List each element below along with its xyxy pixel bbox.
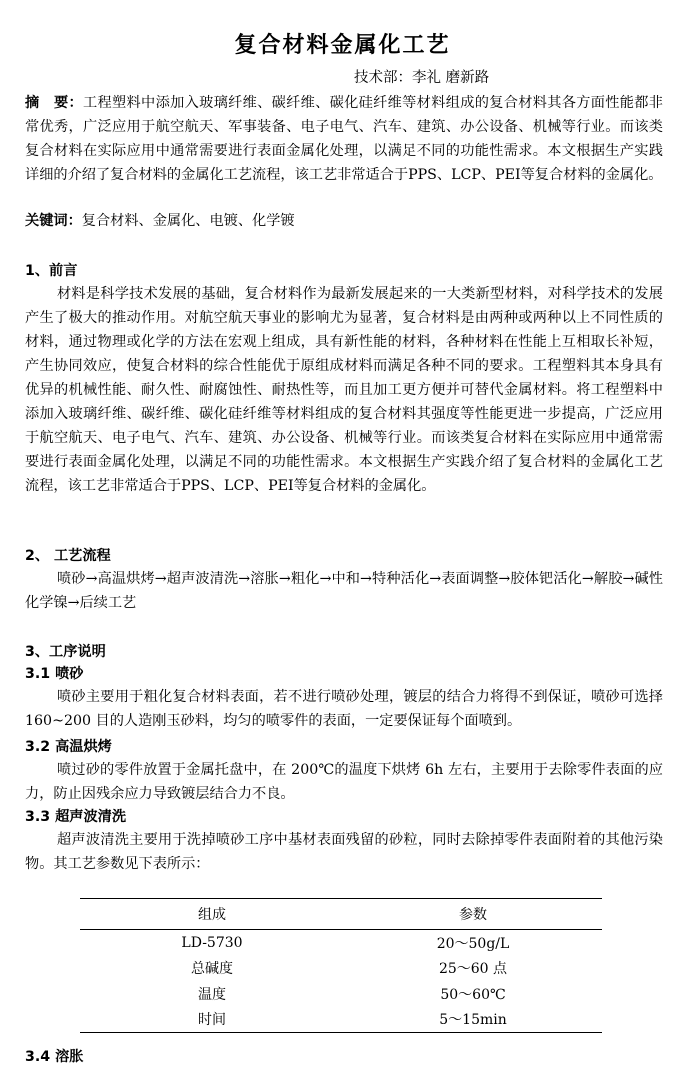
document-title: 复合材料金属化工艺	[234, 33, 451, 58]
section-3-1-heading: 3.1 喷砂	[25, 666, 84, 682]
table-header-cell: 参数	[459, 907, 487, 923]
table-row	[80, 930, 602, 956]
table-header-row	[80, 899, 602, 930]
section-2-heading: 2、 工艺流程	[25, 548, 111, 564]
keywords-label: 关键词：	[25, 213, 82, 229]
table-cell: 25～60 点	[438, 961, 508, 978]
section-3-3-heading: 3.3 超声波清洗	[25, 809, 127, 825]
table-cell: LD-5730	[181, 934, 243, 951]
section-3-3-text: 超声波清洗主要用于洗掉喷砂工序中基材表面残留的砂粒，同时去除掉零件表面附着的其他污染物。其工艺参数见下表所示：	[25, 832, 663, 872]
table-cell: 时间	[198, 1012, 226, 1029]
section-3-4-heading: 3.4 溶胀	[25, 1049, 84, 1065]
table-cell: 总碱度	[191, 961, 233, 978]
section-3-2-text: 喷过砂的零件放置于金属托盘中，在 200℃的温度下烘烤 6h 左右，主要用于去除零件表面的应力，防止因残余应力导致镀层结合力不良。	[25, 762, 663, 802]
section-3-1-text: 喷砂主要用于粗化复合材料表面，若不进行喷砂处理，镀层的结合力将得不到保证，喷砂可选择 160~200 目的人造刚玉砂料，均匀的喷零件的表面，一定要保证每个面喷到。	[25, 689, 663, 729]
table-cell: 20～50g/L	[436, 935, 510, 952]
section-3-heading: 3、工序说明	[25, 644, 106, 660]
section-1-heading: 1、前言	[25, 263, 78, 279]
table-cell: 温度	[198, 986, 226, 1003]
author-line: 技术部：李礼 磨新路	[354, 70, 490, 86]
keywords-text: 复合材料、金属化、电镀、化学镀	[81, 213, 295, 229]
abstract-text: 工程塑料中添加入玻璃纤维、碳纤维、碳化硅纤维等材料组成的复合材料其各方面性能都非常优秀，广泛应用于航空航天、军事装备、电子电气、汽车、建筑、办公设备、机械等行业。而该类复合材料在实际应用中通常需要进行表面金属化处理，以满足不同的功能性需求。本文根据生产实践详细的介绍了复合材料的金属化工艺流程，该工艺非常适合于PPS、LCP、PEI等复合材料的金属化。	[25, 95, 663, 183]
section-2-text: 喷砂→高温烘烤→超声波清洗→溶胀→粗化→中和→特种活化→表面调整→胶体钯活化→解胶→碱性化学镍→后续工艺	[25, 571, 663, 611]
section-3-2-heading: 3.2 高温烘烤	[25, 739, 112, 755]
process-parameter-table	[80, 898, 602, 1033]
abstract	[25, 91, 663, 187]
table-row	[80, 1007, 602, 1033]
abstract-label: 摘 要：	[25, 95, 84, 111]
table-row	[80, 956, 602, 982]
section-1-text: 材料是科学技术发展的基础，复合材料作为最新发展起来的一大类新型材料，对科学技术的发展产生了极大的推动作用。对航空航天事业的影响尤为显著，复合材料是由两种或两种以上不同性质的材料，通过物理或化学的方法在宏观上组成，具有新性能的材料，各种材料在性能上互相取长补短，产生协同效应，使复合材料的综合性能优于原组成材料而满足各种不同的要求。工程塑料其本身具有优异的机械性能、耐久性、耐腐蚀性、耐热性等，而且加工更方便并可替代金属材料。将工程塑料中添加入玻璃纤维、碳纤维、碳化硅纤维等材料组成的复合材料其强度等性能更进一步提高，广泛应用于航空航天、电子电气、汽车、建筑、办公设备、机械等行业。而该类复合材料在实际应用中通常需要进行表面金属化处理，以满足不同的功能性需求。本文根据生产实践介绍了复合材料的金属化工艺流程，该工艺非常适合于PPS、LCP、PEI等复合材料的金属化。	[25, 286, 663, 494]
table-cell: 50～60℃	[440, 986, 506, 1003]
table-header-cell: 组成	[198, 907, 226, 923]
table-row	[80, 981, 602, 1007]
keywords	[25, 209, 663, 233]
table-cell: 5～15min	[439, 1012, 507, 1029]
